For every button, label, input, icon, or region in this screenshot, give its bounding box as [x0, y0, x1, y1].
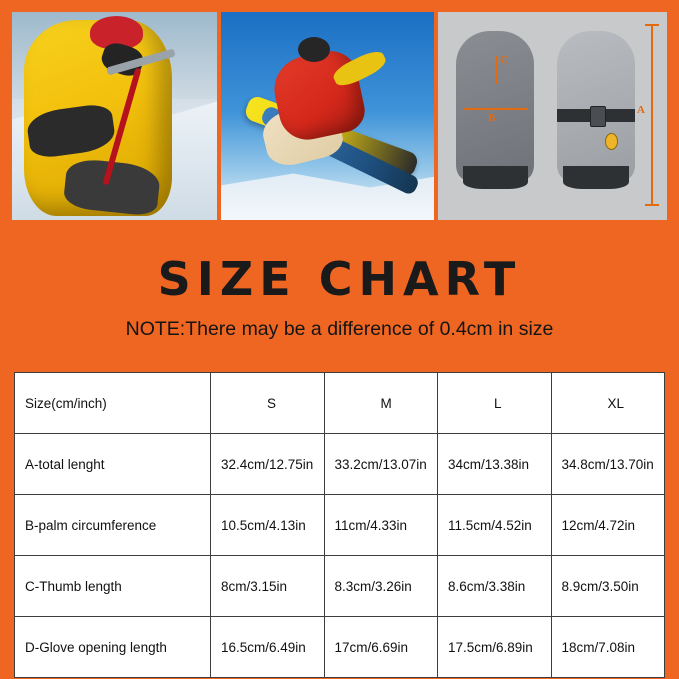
cell-d-l: 17.5cm/6.89in	[438, 617, 552, 678]
measure-label-b: B	[488, 112, 496, 124]
header-xl: XL	[551, 373, 665, 434]
cell-b-s: 10.5cm/4.13in	[211, 495, 325, 556]
table-row	[15, 495, 665, 556]
row-label-b: B-palm circumference	[15, 495, 211, 556]
row-label-d: D-Glove opening length	[15, 617, 211, 678]
glove-left	[456, 31, 534, 181]
measure-line-c	[496, 56, 498, 84]
table-row	[15, 617, 665, 678]
cell-b-xl: 12cm/4.72in	[551, 495, 665, 556]
cell-a-l: 34cm/13.38in	[438, 434, 552, 495]
size-table-wrapper	[14, 372, 665, 678]
cell-a-s: 32.4cm/12.75in	[211, 434, 325, 495]
cell-d-s: 16.5cm/6.49in	[211, 617, 325, 678]
snowboarder-photo	[221, 12, 434, 220]
cell-a-xl: 34.8cm/13.70in	[551, 434, 665, 495]
table-row	[15, 556, 665, 617]
measure-label-c: C	[500, 54, 508, 66]
mountaineer-photo	[12, 12, 217, 220]
size-note: NOTE:There may be a difference of 0.4cm in size	[125, 318, 554, 340]
rider-helmet	[298, 37, 330, 62]
cell-d-xl: 18cm/7.08in	[551, 617, 665, 678]
cell-c-m: 8.3cm/3.26in	[324, 556, 438, 617]
size-table-head	[15, 373, 665, 434]
cell-d-m: 17cm/6.69in	[324, 617, 438, 678]
glove-right	[557, 31, 635, 181]
header-m: M	[324, 373, 438, 434]
glove-diagram-photo	[438, 12, 667, 220]
header-l: L	[438, 373, 552, 434]
measure-line-a	[651, 24, 653, 206]
size-table-body	[15, 434, 665, 678]
cell-c-l: 8.6cm/3.38in	[438, 556, 552, 617]
table-row	[15, 434, 665, 495]
glove-right-badge	[605, 133, 618, 150]
header-size: Size(cm/inch)	[15, 373, 211, 434]
cell-b-m: 11cm/4.33in	[324, 495, 438, 556]
measure-cap-a-top	[645, 24, 659, 26]
glove-right-buckle	[590, 106, 606, 127]
cell-c-xl: 8.9cm/3.50in	[551, 556, 665, 617]
measure-line-b	[464, 108, 528, 110]
cell-b-l: 11.5cm/4.52in	[438, 495, 552, 556]
header-s: S	[211, 373, 325, 434]
row-label-a: A-total lenght	[15, 434, 211, 495]
cell-a-m: 33.2cm/13.07in	[324, 434, 438, 495]
table-header-row	[15, 373, 665, 434]
photo-strip	[12, 12, 667, 220]
glove-left-cuff	[463, 166, 528, 190]
size-table	[14, 372, 665, 678]
measure-label-a: A	[637, 104, 645, 116]
cell-c-s: 8cm/3.15in	[211, 556, 325, 617]
glove-right-cuff	[563, 166, 628, 190]
page-title: SIZE CHART	[157, 252, 522, 306]
measure-cap-a-bottom	[645, 204, 659, 206]
row-label-c: C-Thumb length	[15, 556, 211, 617]
